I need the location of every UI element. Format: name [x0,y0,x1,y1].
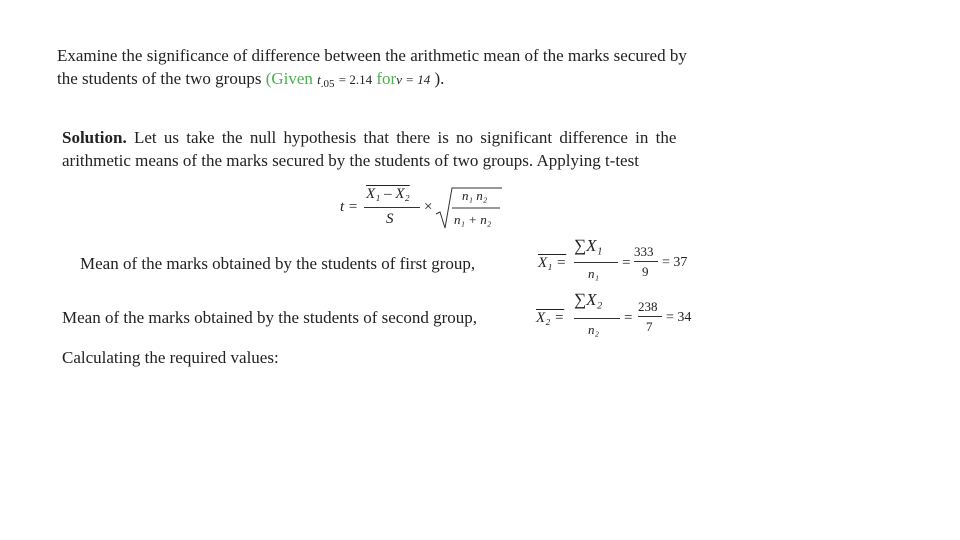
solution-line-2: arithmetic means of the marks secured by the students of two groups. Applying t-test [62,151,639,170]
problem-line-2 [57,69,444,94]
mean1-val-bar [634,261,658,262]
mean1-eq: = [622,255,631,271]
mean1-val-den: 9 [642,264,649,279]
formula-t-eq: t = [340,199,359,215]
given-label: (Given [265,69,313,88]
problem-close: ). [434,69,445,88]
t-value: = 2.14 [338,72,373,87]
formula-numerator: X₁ – X₂ [366,186,410,202]
mean1-val-num: 333 [634,244,654,259]
solution-label: Solution. [62,128,127,147]
mean1-lhs: X₁ = [538,255,567,271]
for-label: for [376,69,397,88]
mean1-text: Mean of the marks obtained by the students of first group, [80,254,476,273]
calc-text: Calculating the required values: [62,348,279,367]
t-subscript: .05 [320,78,335,90]
mean1-bar [574,262,618,263]
mean2-den: n₂ [588,322,600,337]
mean1-result: = 37 [662,255,688,270]
problem-line-2-text: the students of the two groups [57,69,262,88]
root-denominator: n₁ + n₂ [454,212,492,227]
mean2-text: Mean of the marks obtained by the students of second group, [62,308,477,327]
mean2-eq: = [624,310,633,326]
mean2-val-bar [638,316,662,317]
root-numerator: n₁ n₂ [462,188,488,203]
mean2-val-num: 238 [638,299,658,314]
formula-times: × [424,199,433,215]
mean2-lhs: X₂ = [536,310,565,326]
mean1-sum: ∑X₁ [574,236,603,255]
mean2-result: = 34 [666,310,692,325]
nu-value: ν = 14 [396,72,431,87]
mean2-sum: ∑X₂ [574,290,603,309]
solution-line-1 [62,128,676,148]
mean2-bar [574,318,620,319]
problem-line-1: Examine the significance of difference between the arithmetic mean of the marks secured by [57,46,687,65]
t-symbol: t [317,72,321,87]
formula-denominator: S [386,211,394,227]
mean2-val-den: 7 [646,319,653,334]
solution-text-1: Let us take the null hypothesis that there is no significant difference in the [133,128,677,147]
formula-fraction-bar [364,207,420,208]
mean1-den: n₁ [588,266,600,281]
